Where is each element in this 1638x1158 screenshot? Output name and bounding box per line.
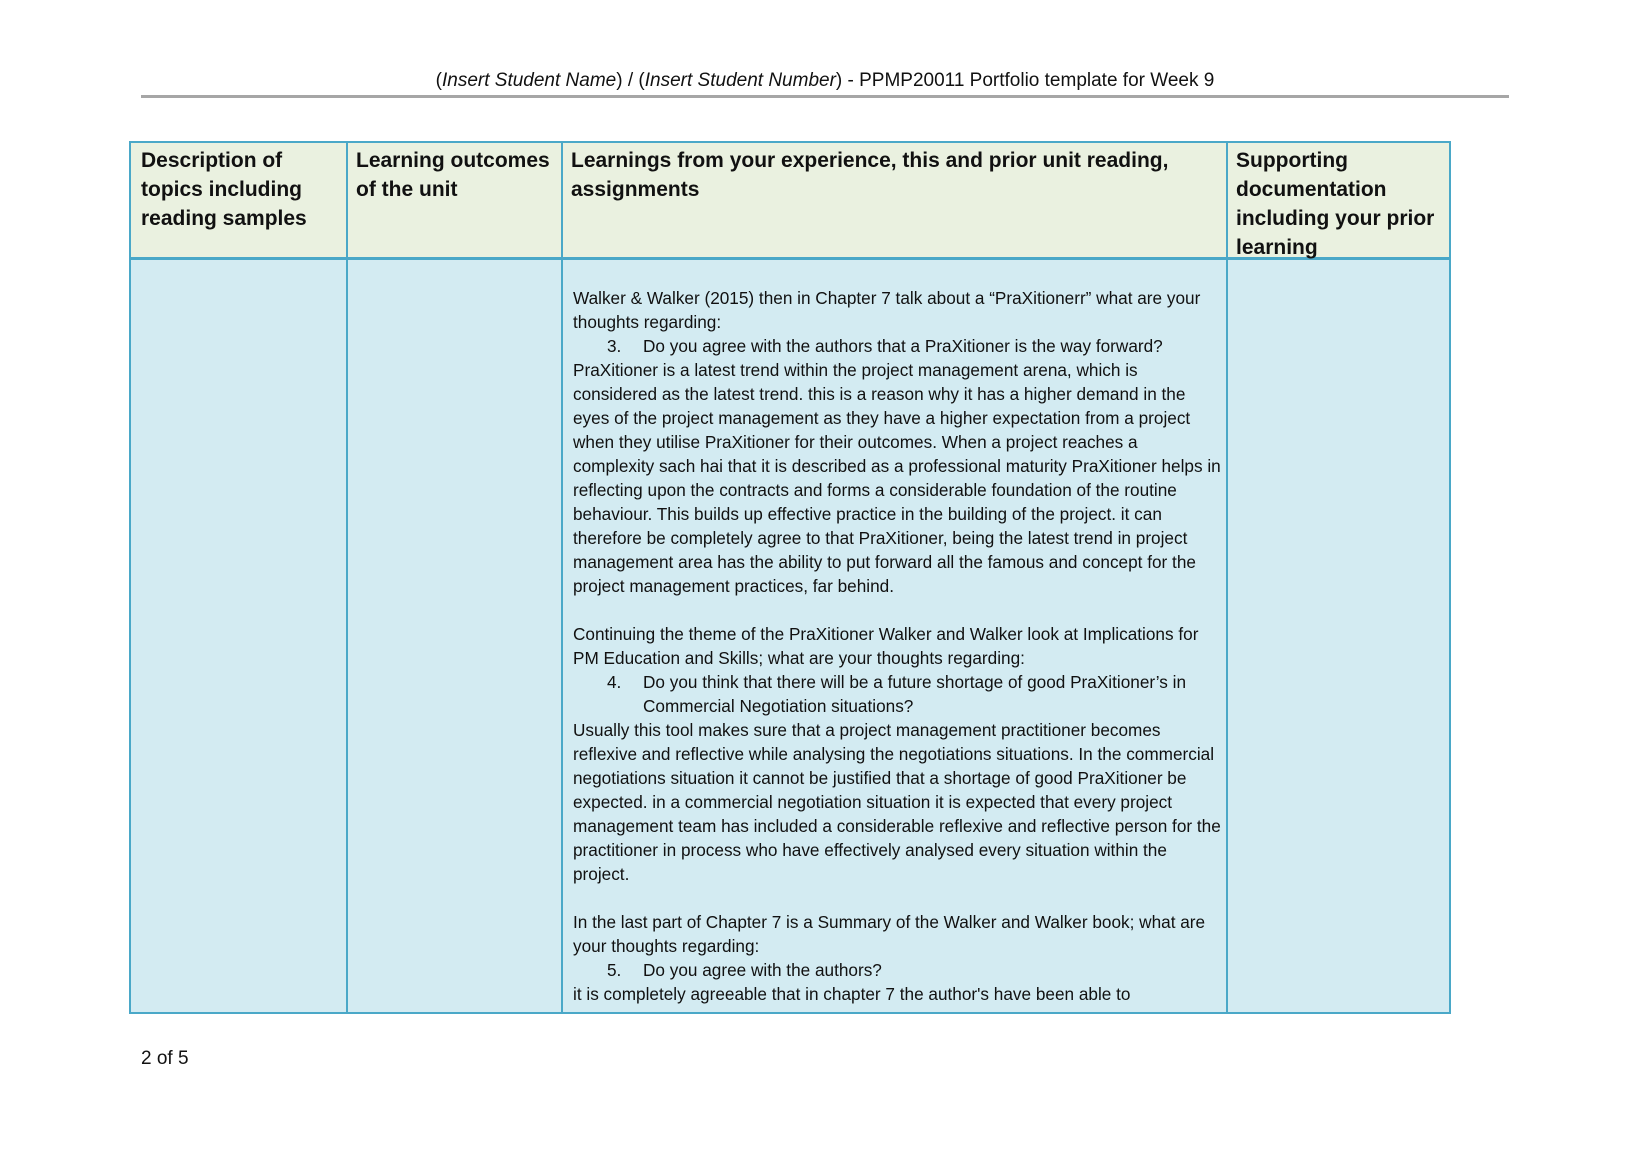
portfolio-table — [129, 141, 1451, 1014]
header-cell-learnings: Learnings from your experience, this and prior unit reading, assignments — [571, 149, 1169, 201]
q3-intro: Walker & Walker (2015) then in Chapter 7 talk about a “PraXitionerr” what are your thoughts regarding: — [573, 288, 1201, 332]
header-separator: ) / ( — [616, 70, 645, 91]
page-header — [141, 68, 1509, 94]
q3-question: Do you agree with the authors that a PraXitioner is the way forward? — [643, 336, 1163, 356]
column-divider-3 — [1226, 143, 1228, 1012]
header-open-paren: ( — [435, 70, 442, 91]
q5-intro: In the last part of Chapter 7 is a Summary of the Walker and Walker book; what are your thoughts regarding: — [573, 912, 1206, 956]
list-item-q3 — [607, 334, 1223, 358]
student-name-placeholder: Insert Student Name — [441, 70, 617, 91]
table-header-row — [131, 143, 1449, 260]
column-divider-2 — [561, 143, 563, 1012]
q4-answer: Usually this tool makes sure that a project management practitioner becomes reflexive and reflective while analysing the negotiations situations. In the commercial negotiations situation it cannot be justified that a shortage of good PraXitioner be expected. in a commercial negotiation situation it is expected that every project management team has included a considerable reflexive and reflective person for the practitioner in process who have effectively analysed every situation within the project. — [573, 720, 1221, 884]
q3-number: 3. — [607, 336, 622, 356]
list-item-q4 — [607, 670, 1223, 718]
q5-question: Do you agree with the authors? — [643, 960, 882, 980]
table-body-row — [131, 260, 1449, 1012]
header-title: ) - PPMP20011 Portfolio template for Week 9 — [835, 70, 1215, 91]
header-rule — [141, 95, 1509, 98]
q3-answer: PraXitioner is a latest trend within the project management arena, which is considered as the latest trend. this is a reason why it has a higher demand in the eyes of the project management as they have a higher expectation from a project when they utilise PraXitioner for their outcomes. When a project reaches a complexity sach hai that it is described as a professional maturity PraXitioner helps in reflecting upon the contracts and forms a considerable foundation of the routine behaviour. This builds up effective practice in the building of the project. it can therefore be completely agree to that PraXitioner, being the latest trend in project management area has the ability to put forward all the famous and concept for the project management practices, far behind. — [573, 360, 1221, 596]
student-number-placeholder: Insert Student Number — [644, 70, 836, 91]
header-cell-outcomes: Learning outcomes of the unit — [356, 149, 550, 201]
list-item-q5 — [607, 958, 1223, 982]
header-cell-documentation: Supporting documentation including your prior learning — [1236, 149, 1435, 259]
column-divider-1 — [346, 143, 348, 1012]
q5-answer: it is completely agreeable that in chapter 7 the author's have been able to — [573, 984, 1131, 1004]
q4-number: 4. — [607, 672, 622, 692]
learnings-cell-text[interactable] — [573, 286, 1223, 1006]
page-number: 2 of 5 — [141, 1048, 189, 1069]
header-cell-topics: Description of topics including reading samples — [141, 149, 307, 230]
q4-intro: Continuing the theme of the PraXitioner Walker and Walker look at Implications for PM Education and Skills; what are your thoughts regarding: — [573, 624, 1199, 668]
q4-question: Do you think that there will be a future shortage of good PraXitioner’s in Commercial Negotiation situations? — [643, 672, 1187, 716]
q5-number: 5. — [607, 960, 622, 980]
